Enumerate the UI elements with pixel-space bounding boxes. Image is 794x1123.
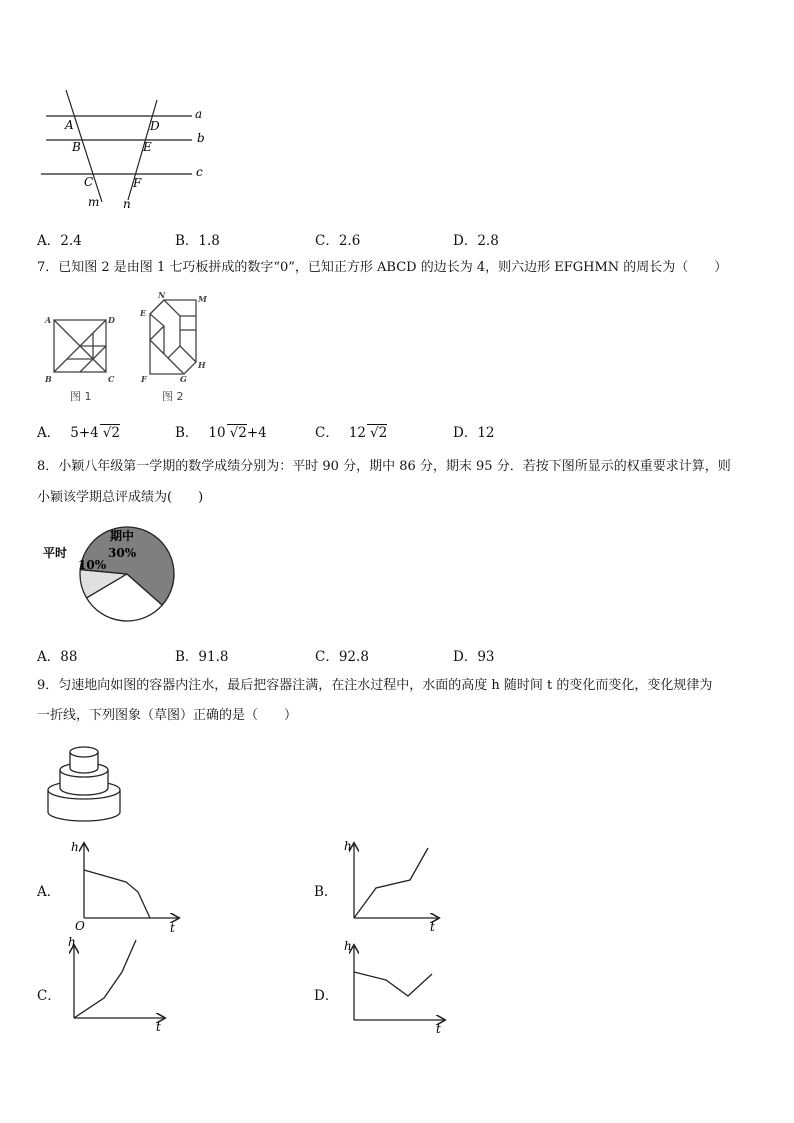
svg-text:O: O xyxy=(75,919,85,933)
graph-b-line xyxy=(354,848,428,918)
q7-stem: 7．已知图 2 是由图 1 七巧板拼成的数字“0”，已知正方形 ABCD 的边长为 4，则六边形 EFGHMN 的周长为（ ） xyxy=(37,260,728,275)
label-A: A xyxy=(65,118,74,132)
q7-figure2 xyxy=(138,290,218,406)
svg-text:h: h xyxy=(68,935,76,949)
q8-option-b[interactable]: B．91.8 xyxy=(175,649,229,665)
svg-text:A: A xyxy=(45,315,52,325)
label-m: m xyxy=(88,195,100,209)
q6-option-c[interactable]: C．2.6 xyxy=(315,233,361,249)
q9-stem-line1: 9．匀速地向如图的容器内注水，最后把容器注满，在注水过程中，水面的高度 h 随时间 t 的变化而变化，变化规律为 xyxy=(37,678,713,693)
figure2-caption: 图 2 xyxy=(162,390,184,403)
pie-label-pingshi: 平时 xyxy=(43,546,68,560)
svg-text:h: h xyxy=(71,840,79,854)
label-F: F xyxy=(133,176,142,190)
q8-option-a[interactable]: A．88 xyxy=(37,649,78,665)
q6-option-d[interactable]: D．2.8 xyxy=(453,233,499,249)
label-E: E xyxy=(143,140,152,154)
q7-option-c[interactable]: C． 12 √2 xyxy=(315,425,388,441)
q9-option-b-graph[interactable] xyxy=(340,838,450,934)
graph-d-line xyxy=(354,972,432,996)
q8-option-c[interactable]: C．92.8 xyxy=(315,649,369,665)
q7-figure1 xyxy=(42,312,122,404)
svg-text:t: t xyxy=(436,1022,441,1034)
pie-label-qizhong: 期中 xyxy=(110,529,135,543)
svg-text:h: h xyxy=(344,939,352,953)
q9-option-b-label[interactable]: B． xyxy=(314,884,338,900)
svg-text:M: M xyxy=(198,294,207,304)
q7-option-b[interactable]: B． 10 √2+4 xyxy=(175,425,267,441)
q9-container-figure xyxy=(44,744,124,824)
graph-c-line xyxy=(74,940,136,1018)
label-n: n xyxy=(123,197,131,211)
svg-text:F: F xyxy=(141,374,147,384)
q9-option-c-label[interactable]: C． xyxy=(37,988,61,1004)
q8-option-d[interactable]: D．93 xyxy=(453,649,495,665)
q9-option-a-label[interactable]: A． xyxy=(37,884,61,900)
q6-option-b[interactable]: B．1.8 xyxy=(175,233,220,249)
pie-label-qimo: 期末 xyxy=(112,602,137,616)
svg-text:t: t xyxy=(156,1020,161,1034)
svg-text:G: G xyxy=(180,374,187,384)
svg-text:h: h xyxy=(344,839,352,853)
q9-option-a-graph[interactable] xyxy=(66,838,186,934)
q9-option-c-graph[interactable] xyxy=(60,934,170,1034)
q8-pie-chart xyxy=(40,523,190,625)
q9-option-d-graph[interactable] xyxy=(340,934,450,1034)
q8-stem-line1: 8．小颖八年级第一学期的数学成绩分别为：平时 90 分，期中 86 分，期末 95 分．若按下图所显示的权重要求计算，则 xyxy=(37,459,731,474)
svg-text:t: t xyxy=(170,921,175,934)
figure1-caption: 图 1 xyxy=(70,390,92,403)
q6-figure xyxy=(30,88,220,212)
svg-text:N: N xyxy=(158,290,166,300)
svg-text:B: B xyxy=(45,374,52,384)
q6-option-a[interactable]: A．2.4 xyxy=(37,233,82,249)
label-b: b xyxy=(197,131,205,145)
label-c: c xyxy=(196,165,203,179)
label-a: a xyxy=(195,107,203,121)
label-C: C xyxy=(84,175,94,189)
svg-text:C: C xyxy=(108,374,115,384)
pie-pct-qimo: 60% xyxy=(110,584,139,598)
q9-option-d-label[interactable]: D． xyxy=(314,988,339,1004)
label-B: B xyxy=(72,140,81,154)
svg-text:H: H xyxy=(198,360,206,370)
q7-option-d[interactable]: D．12 xyxy=(453,425,495,441)
q9-stem-line2: 一折线，下列图象（草图）正确的是（ ） xyxy=(37,708,298,723)
label-D: D xyxy=(150,119,160,133)
q8-stem-line2: 小颖该学期总评成绩为( ) xyxy=(37,490,204,505)
svg-text:E: E xyxy=(140,308,147,318)
pie-pct-pingshi: 10% xyxy=(78,558,107,572)
graph-a-line xyxy=(84,870,150,918)
pie-pct-qizhong: 30% xyxy=(108,546,137,560)
svg-text:t: t xyxy=(430,920,435,934)
q7-option-a[interactable]: A． 5+4 √2 xyxy=(37,425,120,441)
svg-text:D: D xyxy=(108,315,115,325)
